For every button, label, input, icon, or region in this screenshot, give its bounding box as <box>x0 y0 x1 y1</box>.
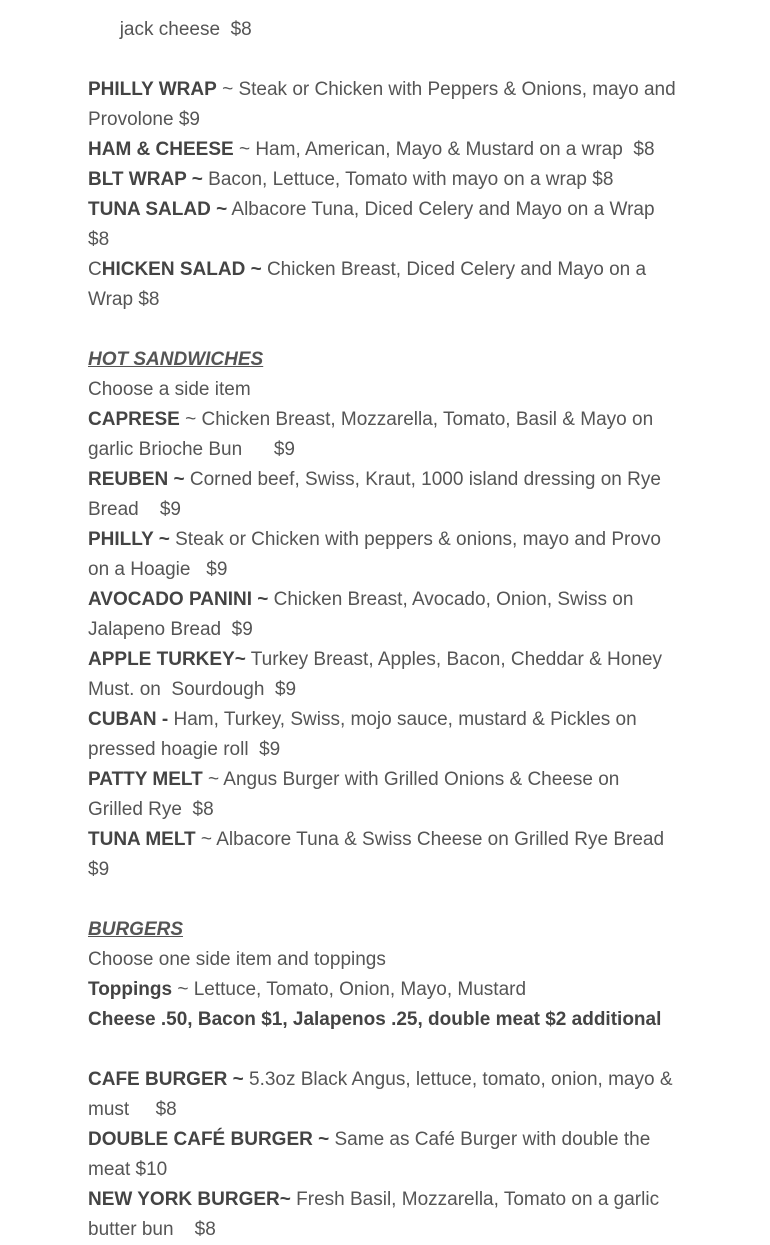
item-name: HICKEN SALAD ~ <box>101 259 262 280</box>
item-description: Chicken Breast, Diced Celery and Mayo on a <box>261 259 647 280</box>
spacer <box>88 885 688 915</box>
burger-item-double-cafe-cont: meat $10 <box>88 1159 168 1180</box>
burger-item-cafe-cont: must $8 <box>88 1099 177 1120</box>
item-name: PHILLY ~ <box>88 529 170 550</box>
hot-item-patty-melt <box>88 765 688 795</box>
item-description: jack cheese $8 <box>119 19 252 40</box>
item-name-prefix: C <box>88 259 102 280</box>
section-heading: BURGERS <box>88 919 184 940</box>
toppings-label: Toppings <box>88 979 173 1000</box>
item-description: ~ Chicken Breast, Mozzarella, Tomato, Basil & Mayo on <box>179 409 654 430</box>
wrap-item-philly-cont <box>88 105 688 135</box>
wrap-item-philly <box>88 75 688 105</box>
item-name: CAFE BURGER ~ <box>88 1069 244 1090</box>
wrap-item-tail <box>88 0 688 75</box>
hot-item-cuban <box>88 705 688 735</box>
spacer <box>88 315 688 345</box>
item-description: ~ Albacore Tuna & Swiss Cheese on Grilled Rye Bread <box>195 829 665 850</box>
item-description-cont: $8 <box>88 229 110 250</box>
hot-item-philly-cont: on a Hoagie $9 <box>88 559 228 580</box>
item-description: Fresh Basil, Mozzarella, Tomato on a garlic <box>290 1189 660 1210</box>
item-name: APPLE TURKEY~ <box>88 649 246 670</box>
section-note: Choose one side item and toppings <box>88 949 386 970</box>
item-description: ~ Steak or Chicken with Peppers & Onions, mayo and <box>216 79 676 100</box>
section-heading-hot-sandwiches <box>88 345 688 375</box>
item-description-cont: Wrap $8 <box>88 289 160 310</box>
hot-item-apple-turkey-cont: Must. on Sourdough $9 <box>88 679 297 700</box>
item-name: NEW YORK BURGER~ <box>88 1189 291 1210</box>
burger-extras: Cheese .50, Bacon $1, Jalapenos .25, double meat $2 additional <box>88 1009 662 1030</box>
hot-item-caprese <box>88 405 688 435</box>
burger-toppings <box>88 975 688 1005</box>
wrap-item-tuna-salad-cont <box>88 225 688 255</box>
item-description: Bacon, Lettuce, Tomato with mayo on a wrap $8 <box>202 169 614 190</box>
item-description: Albacore Tuna, Diced Celery and Mayo on a Wrap <box>227 199 655 220</box>
wrap-item-tuna-salad <box>88 195 688 225</box>
item-name: PATTY MELT <box>88 769 203 790</box>
menu-content <box>88 0 688 1245</box>
item-description: Corned beef, Swiss, Kraut, 1000 island dressing on Rye <box>184 469 661 490</box>
item-description: Ham, Turkey, Swiss, mojo sauce, mustard & Pickles on <box>168 709 637 730</box>
hot-item-avocado-panini <box>88 585 688 615</box>
section-heading: HOT SANDWICHES <box>88 349 264 370</box>
wrap-item-chicken-salad-cont <box>88 285 688 315</box>
item-name: CAPRESE <box>88 409 180 430</box>
burger-item-cafe <box>88 1065 688 1095</box>
burger-item-new-york <box>88 1185 688 1215</box>
section-heading-burgers <box>88 915 688 945</box>
item-name: DOUBLE CAFÉ BURGER ~ <box>88 1129 330 1150</box>
wrap-item-blt <box>88 165 688 195</box>
burger-item-new-york-cont: butter bun $8 <box>88 1219 216 1240</box>
wrap-item-ham-cheese <box>88 135 688 165</box>
hot-item-patty-melt-cont: Grilled Rye $8 <box>88 799 214 820</box>
section-note: Choose a side item <box>88 379 251 400</box>
hot-item-avocado-panini-cont: Jalapeno Bread $9 <box>88 619 253 640</box>
item-description-cont: Provolone $9 <box>88 109 200 130</box>
hot-item-apple-turkey <box>88 645 688 675</box>
item-name: TUNA MELT <box>88 829 196 850</box>
item-name: HAM & CHEESE <box>88 139 234 160</box>
hot-item-tuna-melt-cont: $9 <box>88 859 110 880</box>
item-description: Turkey Breast, Apples, Bacon, Cheddar & Honey <box>245 649 662 670</box>
item-description: ~ Ham, American, Mayo & Mustard on a wrap $8 <box>233 139 655 160</box>
hot-item-tuna-melt <box>88 825 688 855</box>
hot-item-philly <box>88 525 688 555</box>
item-name: REUBEN ~ <box>88 469 185 490</box>
item-name: TUNA SALAD ~ <box>88 199 228 220</box>
spacer <box>88 1035 688 1065</box>
item-name: PHILLY WRAP <box>88 79 217 100</box>
wrap-item-chicken-salad <box>88 255 688 285</box>
item-description: Chicken Breast, Avocado, Onion, Swiss on <box>268 589 634 610</box>
item-name: BLT WRAP ~ <box>88 169 203 190</box>
item-name: CUBAN - <box>88 709 169 730</box>
toppings-text: ~ Lettuce, Tomato, Onion, Mayo, Mustard <box>172 979 527 1000</box>
item-description: Steak or Chicken with peppers & onions, mayo and Provo <box>169 529 661 550</box>
hot-item-reuben-cont: Bread $9 <box>88 499 181 520</box>
hot-item-cuban-cont: pressed hoagie roll $9 <box>88 739 281 760</box>
burger-item-double-cafe <box>88 1125 688 1155</box>
item-description: ~ Angus Burger with Grilled Onions & Cheese on <box>202 769 620 790</box>
hot-item-caprese-cont: garlic Brioche Bun $9 <box>88 439 295 460</box>
item-description: 5.3oz Black Angus, lettuce, tomato, onion, mayo & <box>243 1069 673 1090</box>
hot-item-reuben <box>88 465 688 495</box>
item-name: AVOCADO PANINI ~ <box>88 589 269 610</box>
item-description: Same as Café Burger with double the <box>329 1129 651 1150</box>
